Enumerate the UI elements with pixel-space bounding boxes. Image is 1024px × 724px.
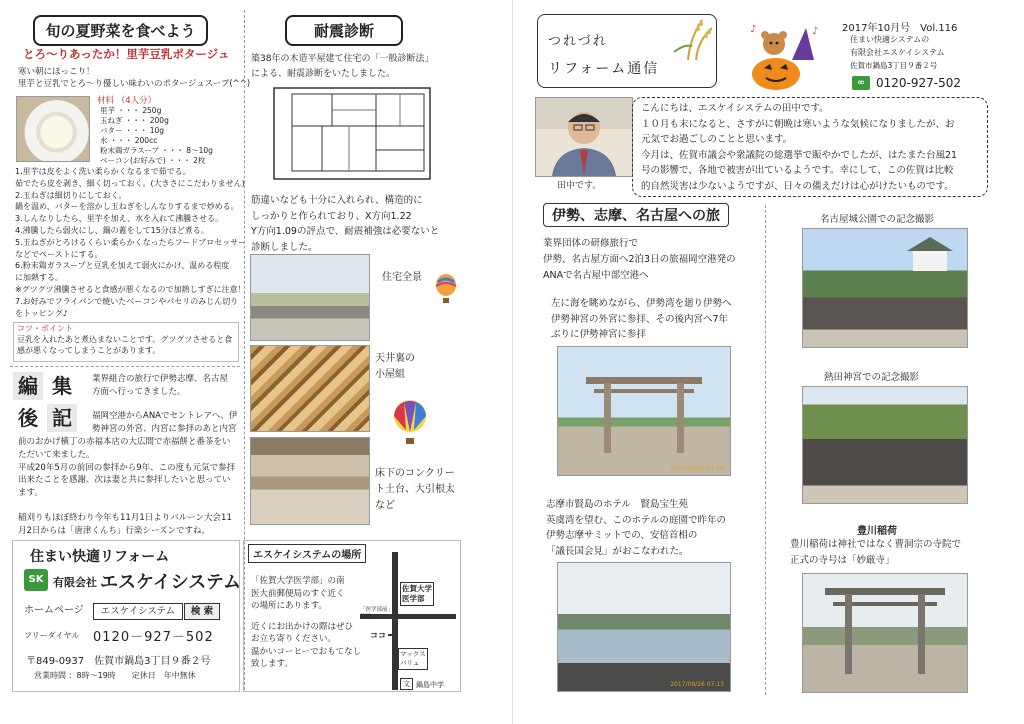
map-label-signal	[360, 607, 393, 621]
torii-gate-icon	[803, 574, 967, 692]
company-address: 〒849-0937 佐賀市鍋島3丁目９番２号	[26, 656, 211, 667]
postscript-line: 前のおかげ横丁の赤福本店の大広間で赤福餅と番茶をい	[18, 437, 231, 447]
recipe-section-title: 旬の夏野菜を食べよう	[33, 15, 208, 46]
location-line: 医大前郵便局のすぐ近く	[251, 588, 345, 599]
atsuta-shrine-photo	[802, 386, 968, 504]
photo-label-attic-2: 小屋組	[375, 369, 405, 380]
greeting-line: 今月は、佐賀市議会や衆議院の総選挙で賑やかでしたが、はたまた台風21	[641, 149, 958, 161]
president-photo	[535, 97, 633, 177]
recipe-intro-1: 寒い朝にほっこり！	[18, 67, 95, 77]
toyokawa-text	[790, 537, 961, 568]
postscript-line: ます。	[18, 488, 43, 499]
photo-label-floor-3: など	[375, 500, 395, 511]
underfloor-photo	[250, 437, 370, 525]
ingredient: 水 ・・・ 200cc	[100, 136, 158, 145]
location-line: 致します。	[251, 659, 293, 669]
torii-gate-icon	[558, 347, 730, 475]
location-map	[360, 552, 456, 690]
seismic-body	[251, 193, 439, 255]
masthead-address: 佐賀市鍋島3丁目９番２号	[850, 61, 938, 70]
company-hours: 営業時間 ：8時〜19時 定休日 年中無休	[34, 671, 196, 680]
hotel-line: 伊勢志摩サミットでの、安倍首相の	[546, 530, 698, 541]
map-label: 信号	[360, 614, 372, 620]
balloon-icon	[392, 400, 428, 448]
nagoya-caption: 名古屋城公園での記念撮影	[820, 214, 935, 225]
halloween-bear-icon	[742, 20, 828, 92]
search-value: エスケイシステム	[100, 606, 176, 617]
recipe-step: 1.里芋は皮をよく洗い柔らかくなるまで茹でる。	[15, 167, 191, 176]
greeting-line: 的自然災害は少ないようですが、日々の備えだけは心がけたいものです。	[641, 180, 954, 192]
seismic-intro	[251, 52, 433, 82]
company-logo	[24, 569, 48, 591]
greeting-line: １０月も末になると、さすがに朝晩は寒いような気候になりましたが、お	[641, 118, 955, 130]
recipe-step: 3.しんなりしたら、里芋を加え、水を入れて沸騰させる。	[15, 214, 224, 224]
recipe-step: 7.お好みでフライパンで焼いたベーコンやパセリのみじん切り	[15, 296, 239, 306]
postscript-char: 集	[47, 372, 77, 400]
photo-label-floor-2: ト土台、大引根太	[375, 484, 455, 495]
logo-mark: SK	[28, 574, 44, 585]
postscript-title	[13, 372, 85, 434]
president-caption: 田中です。	[557, 181, 602, 191]
postscript-line: 業界組合の旅行で伊勢志摩、名古屋	[92, 374, 229, 384]
newsletter-title-1: つれづれ	[548, 34, 608, 49]
postscript-line	[18, 500, 235, 512]
trip-intro-line: 業界団体の研修旅行で	[543, 238, 639, 249]
map-label: 医学部	[402, 594, 425, 603]
school-icon: 文	[400, 678, 413, 690]
toyokawa-line: 豊川稲荷は神社ではなく曹洞宗の寺院で	[790, 539, 962, 550]
svg-text:♪: ♪	[750, 24, 757, 35]
map-label-univ	[400, 582, 434, 606]
ingredient: 玉ねぎ ・・・ 200g	[100, 116, 169, 125]
greeting-line: 号の影響で、各地で被害が出ているようです。幸にして、この佐賀は比較	[641, 165, 954, 176]
seismic-body-line: しっかりと作られており、X方向1.22	[251, 210, 412, 222]
ingredients-list	[100, 106, 213, 166]
company-phone: 0120－927－502	[93, 630, 214, 645]
postscript-char: 後	[13, 404, 43, 432]
postscript-line: 勢神宮の外宮、内宮に参拝のあと内宮	[92, 423, 237, 434]
ise-line: 左に海を眺めながら、伊勢湾を廻り伊勢へ	[551, 298, 732, 309]
tip-box	[13, 322, 239, 362]
search-button[interactable]	[184, 603, 220, 620]
recipe-intro-2: 里芋と豆乳でとろ〜り優しい味わいのポタージュスープ(^^)	[18, 79, 251, 89]
location-line: 温かいコーヒーでおもてなし	[251, 646, 362, 657]
hotel-bay-photo	[557, 562, 731, 692]
issue-number: 2017年10月号 Vol.116	[842, 23, 958, 34]
hotel-photo-stamp: 2017/09/26 07:13	[670, 681, 724, 688]
postscript-line: 出来たことを感謝、次は妻と共に参拝したいと思ってい	[18, 475, 231, 486]
postscript-line: 稲刈りもほぼ終わり今年も11月1日よりバルーン大会11	[18, 512, 232, 523]
house-exterior-photo	[250, 254, 370, 341]
trip-section-title: 伊勢、志摩、名古屋への旅	[543, 203, 729, 227]
greeting-line: 元気でお過ごしのことと思います。	[641, 134, 793, 145]
recipe-step: 5.玉ねぎがとろけるくらい柔らかくなったらフードプロセッサー	[15, 237, 247, 247]
ingredient: 粉末鶏ガラスープ ・・・ 8〜10g	[100, 146, 213, 155]
recipe-step: などでペーストにする。	[15, 249, 103, 259]
company-name: エスケイシステム	[100, 572, 241, 593]
toyokawa-line: 正式の寺号は「妙厳寺」	[790, 554, 895, 566]
hotel-line: 「議長国会見」がおこなわれた。	[546, 545, 689, 557]
person-icon	[536, 98, 632, 176]
map-label: 佐賀大学	[402, 584, 432, 593]
photo-label-attic-1: 天井裏の	[375, 353, 415, 364]
hotel-line: 志摩市賢島のホテル 賢島宝生苑	[546, 499, 689, 510]
ise-photo-stamp: 2017/09/26 11:18	[670, 465, 724, 472]
location-title: エスケイシステムの場所	[248, 544, 366, 563]
floor-plan	[272, 86, 432, 181]
recipe-dish-title: とろ〜りあったか！里芋豆乳ポタージュ	[23, 47, 230, 61]
seismic-body-line: 診断しました。	[251, 241, 318, 253]
recipe-step: 2.玉ねぎは細切りにしておく。	[15, 190, 127, 200]
seismic-intro-line: 築38年の木造平屋建て住宅の「一般診断法」	[251, 54, 434, 64]
recipe-step: 6.粉末鶏ガラスープと豆乳を加えて弱火にかけ、温める程度	[15, 261, 230, 271]
ingredient: 里芋 ・・・ 250g	[100, 106, 162, 115]
recipe-step: に加熱する。	[15, 273, 63, 283]
freedial-label: フリーダイヤル	[24, 631, 80, 640]
location-line: 近くにお出かけの際はぜひ	[251, 621, 354, 632]
recipe-step: 茹でたら皮を剥き、細く切っておく。(大きさにこだわりません)	[15, 178, 245, 188]
map-label: バリュ	[400, 659, 420, 667]
company-slogan: 住まい快適リフォーム	[30, 549, 170, 565]
nagoya-castle-photo	[802, 228, 968, 348]
rice-plant-icon	[668, 14, 716, 62]
seismic-body-line: Y方向1.09の評点で、耐震補強は必要ないと	[251, 226, 440, 237]
photo-label-exterior: 住宅全景	[382, 272, 422, 283]
postscript-line	[92, 398, 237, 410]
seismic-section-title: 耐震診断	[285, 15, 403, 46]
masthead-tagline: 住まい快適システムの	[850, 35, 930, 44]
homepage-label: ホームページ	[24, 605, 84, 616]
hotel-text	[546, 497, 726, 559]
recipe-steps	[15, 166, 246, 319]
ise-text	[551, 296, 732, 343]
map-label-maxvalu	[398, 648, 428, 670]
location-line	[251, 613, 361, 621]
photo-label-floor-1: 床下のコンクリー	[375, 468, 455, 479]
company-name-prefix: 有限会社	[53, 576, 97, 589]
toyokawa-gate-photo	[802, 573, 968, 693]
svg-text:♪: ♪	[812, 26, 819, 37]
search-button-label: 検 索	[190, 606, 214, 617]
location-text	[251, 575, 361, 671]
recipe-step: 鍋を温め、バターを溶かし玉ねぎをしんなりするまで炒める。	[15, 202, 239, 212]
newsletter-title-2: リフォーム通信	[548, 61, 660, 77]
ise-line: ぶりに伊勢神宮に参拝	[551, 329, 647, 340]
trip-intro-line: ANAで名古屋中部空港へ	[543, 270, 649, 281]
trip-intro	[543, 236, 736, 284]
postscript-char: 記	[47, 404, 77, 432]
map-label: 「医学部前」	[360, 607, 394, 613]
balloon-icon	[434, 274, 458, 306]
attic-photo	[250, 345, 370, 432]
ingredient: ベーコン(お好みで) ・・・ 2枚	[100, 156, 206, 165]
postscript-right-text	[92, 373, 237, 435]
ise-line: 伊勢神宮の外宮に参拝、その後内宮へ7年	[551, 313, 729, 325]
map-label: マックス	[400, 650, 426, 658]
postscript-line: ただいて来ました。	[18, 449, 95, 460]
seismic-body-line: 筋違いなども十分に入れられ、構造的に	[251, 195, 423, 206]
location-line: お立ち寄りください。	[251, 634, 337, 644]
soup-photo	[16, 96, 90, 162]
masthead-company: 有限会社エスケイシステム	[850, 48, 945, 57]
trip-intro-line: 伊勢、名古屋方面へ2泊3日の旅福岡空港発の	[543, 254, 736, 265]
seismic-intro-line: による、耐震診断をいたしました。	[251, 69, 396, 79]
recipe-step: ※グツグツ沸騰させると食感が悪くなるので加熱しすぎに注意！	[15, 284, 246, 294]
freedial-icon: ∞	[852, 76, 870, 90]
location-line: 「佐賀大学医学部」の南	[251, 576, 345, 586]
postscript-line: 福岡空港からANAでセントレアへ、伊	[92, 411, 238, 421]
tip-line: 感が悪くなってしまうことがあります。	[17, 346, 161, 355]
tip-heading: コツ・ポイント	[17, 324, 73, 333]
postscript-line: 月2日からは「唐津くんち」行楽シーズンですね。	[18, 525, 210, 536]
location-line: の場所にあります。	[251, 601, 327, 611]
postscript-char: 編	[13, 372, 43, 400]
recipe-step: をトッピング♪	[15, 308, 68, 318]
map-arrow	[388, 634, 394, 636]
hotel-line: 英虞湾を望む、このホテルの庭園で昨年の	[546, 514, 727, 526]
ise-shrine-photo	[557, 346, 731, 476]
tip-line: 豆乳を入れたあと煮込まないことです。グツグツさせると食	[17, 335, 233, 344]
ingredient: バター ・・・ 10g	[100, 126, 165, 135]
toyokawa-title: 豊川稲荷	[857, 526, 897, 537]
recipe-step: 4.沸騰したら弱火にし、鍋の蓋をして15分ほど煮る。	[15, 225, 209, 235]
masthead-phone: 0120-927-502	[876, 76, 962, 90]
greeting-text	[641, 101, 957, 194]
postscript-line: 方面へ行ってきました。	[92, 386, 186, 397]
greeting-line: こんにちは、エスケイシステムの田中です。	[641, 103, 829, 114]
ingredients-heading: 材料 （4人分）	[97, 96, 157, 106]
postscript-full-text	[18, 436, 235, 538]
map-label-school: 鍋島中学	[416, 681, 444, 689]
postscript-line: 平成20年5月の前回の参拝から9年、この度も元気で参拝	[18, 462, 236, 473]
search-input[interactable]	[93, 603, 183, 620]
castle-icon	[803, 229, 967, 347]
atsuta-caption: 熱田神宮での記念撮影	[824, 372, 920, 383]
map-label-here: ココ	[370, 631, 386, 640]
